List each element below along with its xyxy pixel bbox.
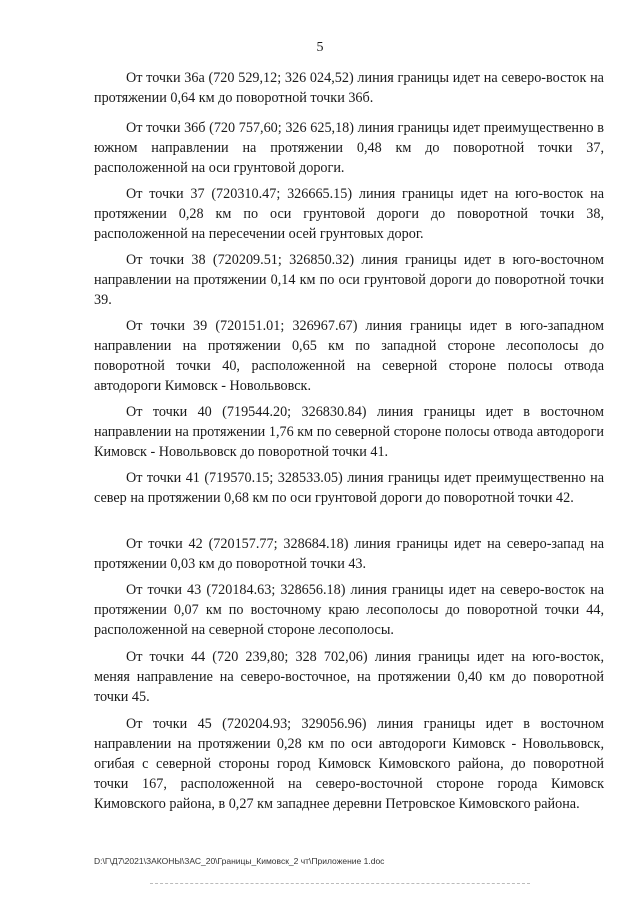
file-path-footer: D:\Г\Д7\2021\ЗАКОНЫ\ЗАС_20\Границы_Кимовск_2 чт\Приложение 1.doc: [94, 856, 385, 866]
paragraph-point-38: От точки 38 (720209.51; 326850.32) линия границы идет в юго-восточном направлении на протяжении 0,14 км по оси грунтовой дороги до поворотной точки 39.: [94, 252, 604, 308]
paragraph-point-36a: От точки 36а (720 529,12; 326 024,52) линия границы идет на северо-восток на протяжении 0,64 км до поворотной точки 36б.: [94, 70, 604, 106]
paragraph-point-39: От точки 39 (720151.01; 326967.67) линия границы идет в юго-западном направлении на протяжении 0,65 км по западной стороне лесополосы до поворотной точки 40, расположенной на северной стороне полосы отвода автодороги Кимовск - Новольвовск.: [94, 318, 604, 394]
paragraph-point-43: От точки 43 (720184.63; 328656.18) линия границы идет на северо-восток на протяжении 0,07 км по восточному краю лесополосы до поворотной точки 44, расположенной на северной стороне лесополосы.: [94, 582, 604, 638]
paragraph-point-42: От точки 42 (720157.77; 328684.18) линия границы идет на северо-запад на протяжении 0,03 км до поворотной точки 43.: [94, 536, 604, 572]
page-number: 5: [316, 40, 324, 55]
paragraph-point-45: От точки 45 (720204.93; 329056.96) линия границы идет в восточном направлении на протяжении 0,28 км по оси автодороги Кимовск - Новольвовск, огибая с северной стороны город Кимовск Кимовского района, до поворотной точки 167, расположенной на северо-восточной стороне города Кимовск Кимовского района, в 0,27 км западнее деревни Петровское Кимовского района.: [94, 716, 604, 812]
paragraph-point-36b: От точки 36б (720 757,60; 326 625,18) линия границы идет преимущественно в южном направлении на протяжении 0,48 км до поворотной точки 37, расположенной на оси грунтовой дороги.: [94, 120, 604, 176]
paragraph-point-40: От точки 40 (719544.20; 326830.84) линия границы идет в восточном направлении на протяжении 1,76 км по северной стороне полосы отвода автодороги Кимовск - Новольвовск до поворотной точки 41.: [94, 404, 604, 460]
paragraph-point-37: От точки 37 (720310.47; 326665.15) линия границы идет на юго-восток на протяжении 0,28 км по оси грунтовой дороги до поворотной точки 38, расположенной на пересечении осей грунтовых дорог.: [94, 186, 604, 242]
scan-artifact-line: [150, 883, 530, 885]
paragraph-point-41: От точки 41 (719570.15; 328533.05) линия границы идет преимущественно на север на протяжении 0,68 км по оси грунтовой дороги до поворотной точки 42.: [94, 470, 604, 506]
paragraph-point-44: От точки 44 (720 239,80; 328 702,06) линия границы идет на юго-восток, меняя направление на северо-восточное, на протяжении 0,40 км до поворотной точки 45.: [94, 649, 604, 705]
